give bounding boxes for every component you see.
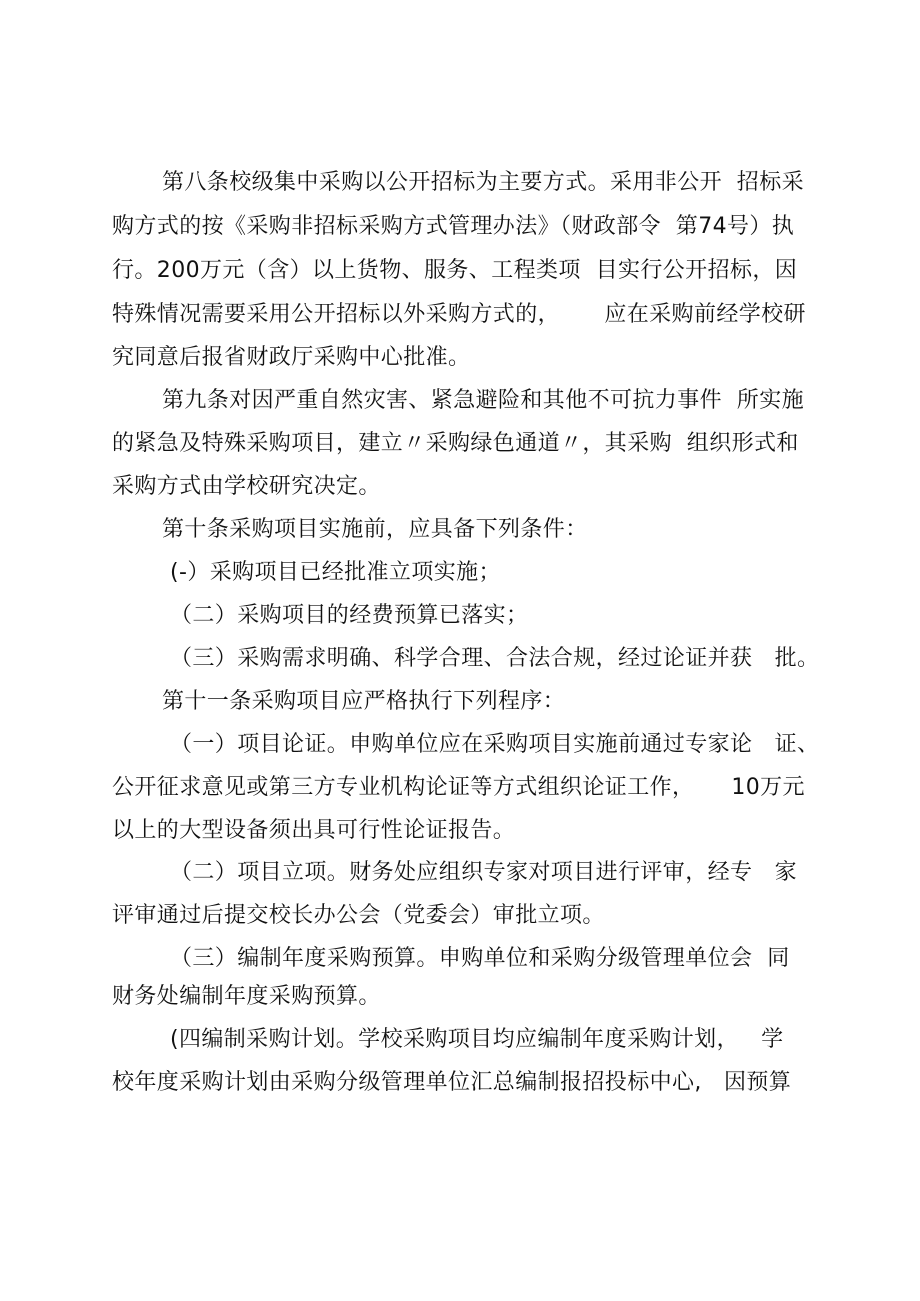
article-11-item-1-line-3: 以上的大型设备须出具可行性论证报告。 <box>112 818 516 843</box>
article-8-line-3: 行。200万元（含）以上货物、服务、工程类项 目实行公开招标，因 <box>112 258 798 283</box>
article-11-item-1-line-1: （一）项目论证。申购单位应在采购项目实施前通过专家论 证、 <box>170 732 820 757</box>
article-10-item-1: (-）采购项目已经批准立项实施； <box>170 560 501 585</box>
article-11-item-3-line-2: 财务处编制年度采购预算。 <box>112 984 381 1009</box>
article-9-line-1: 第九条对因严重自然灾害、紧急避险和其他不可抗力事件 所实施 <box>162 388 804 413</box>
article-11-item-1-line-2: 公开征求意见或第三方专业机构论证等方式组织论证工作， 10万元 <box>112 775 805 800</box>
article-11-item-2-line-2: 评审通过后提交校长办公会（党委会）审批立项。 <box>112 903 605 928</box>
article-11-line-1: 第十一条采购项目应严格执行下列程序： <box>162 689 566 714</box>
article-9-line-3: 采购方式由学校研究决定。 <box>112 474 381 499</box>
article-9-line-2: 的紧急及特殊采购项目，建立〃采购绿色通道〃，其采购 组织形式和 <box>112 431 799 456</box>
article-10-line-1: 第十条采购项目实施前，应具备下列条件： <box>162 517 588 542</box>
article-8-line-4: 特殊情况需要采用公开招标以外采购方式的， 应在采购前经学校研 <box>112 302 806 327</box>
article-10-item-2: （二）采购项目的经费预算已落实； <box>170 603 529 628</box>
article-10-item-3: （三）采购需求明确、科学合理、合法合规，经过论证并获 批。 <box>170 646 820 671</box>
article-11-item-4-line-1: (四编制采购计划。学校采购项目均应编制年度采购计划， 学 <box>170 1027 784 1052</box>
article-8-line-1: 第八条校级集中采购以公开招标为主要方式。采用非公开 招标采 <box>162 170 804 195</box>
article-8-line-5: 究同意后报省财政厅采购中心批准。 <box>112 345 471 370</box>
article-8-line-2: 购方式的按《采购非招标采购方式管理办法》（财政部令 第74号）执 <box>112 214 795 239</box>
article-11-item-4-line-2: 校年度采购计划由采购分级管理单位汇总编制报招投标中心, 因预算 <box>112 1070 792 1095</box>
article-11-item-3-line-1: （三）编制年度采购预算。申购单位和采购分级管理单位会 同 <box>170 946 790 971</box>
article-11-item-2-line-1: （二）项目立项。财务处应组织专家对项目进行评审，经专 家 <box>170 860 797 885</box>
